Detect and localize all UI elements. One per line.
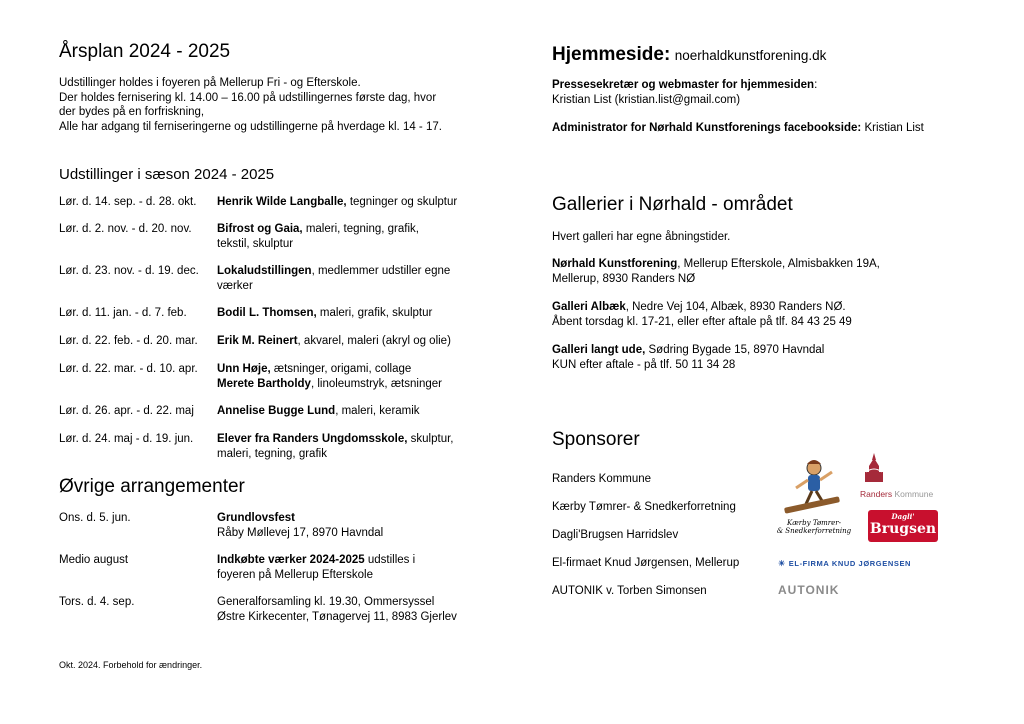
sponsor-name: Dagli'Brugsen Harridslev (552, 529, 679, 541)
exhibition-date: Lør. d. 22. feb. - d. 20. mar. (59, 335, 198, 347)
exhibition-info (217, 195, 497, 210)
gallery-hours: KUN efter aftale - på tlf. 50 11 34 28 (552, 358, 736, 371)
gallery-item (552, 257, 992, 286)
autonik-logo: AUTONIK (778, 583, 840, 597)
exhibition-info (217, 432, 477, 461)
event-info (217, 595, 497, 624)
exhibition-date: Lør. d. 23. nov. - d. 19. dec. (59, 265, 199, 277)
gallery-address: , Mellerup Efterskole, Almisbakken 19A, (677, 258, 880, 270)
sponsorer-title: Sponsorer (552, 429, 640, 450)
exhibition-media: tegninger og skulptur (346, 196, 458, 208)
sponsor-name: Kærby Tømrer- & Snedkerforretning (552, 501, 736, 513)
randers-kommune-logo (862, 452, 952, 498)
artist-name: Henrik Wilde Langballe, (217, 196, 347, 208)
admin-label: Administrator for Nørhald Kunstforenings facebookside: (552, 122, 862, 134)
gallery-name: Galleri Albæk (552, 301, 626, 313)
exhibition-info (217, 306, 497, 321)
aarsplan-title: Årsplan 2024 - 2025 (59, 41, 231, 62)
artist-name: Lokaludstillingen (217, 265, 312, 277)
artist-name: Elever fra Randers Ungdomsskole, (217, 433, 408, 445)
exhibition-media: , linoleumstryk, ætsninger (310, 377, 442, 390)
event-location: foyeren på Mellerup Efterskole (217, 568, 373, 581)
randers-logo-word: Kommune (892, 489, 934, 499)
event-location: Råby Møllevej 17, 8970 Havndal (217, 526, 384, 539)
elfirma-logo-text: EL-FIRMA KNUD JØRGENSEN (788, 559, 912, 568)
exhibition-media: maleri, grafik, skulptur (316, 307, 433, 319)
kaerby-logo-line: & Snedkerforretning (776, 527, 852, 535)
elfirma-emblem-icon: ☀ (778, 559, 786, 568)
press-label: Pressesekretær og webmaster for hjemmesiden (552, 79, 815, 91)
admin-line (552, 121, 992, 136)
exhibition-date: Lør. d. 22. mar. - d. 10. apr. (59, 363, 198, 375)
randers-logo-text (860, 489, 952, 499)
sponsor-name: El-firmaet Knud Jørgensen, Mellerup (552, 557, 740, 569)
exhibition-date: Lør. d. 14. sep. - d. 28. okt. (59, 196, 197, 208)
artist-name: Bodil L. Thomsen, (217, 307, 317, 319)
homepage-label: Hjemmeside: (552, 44, 671, 65)
homepage-url[interactable]: noerhaldkunstforening.dk (674, 48, 827, 63)
exhibition-date: Lør. d. 11. jan. - d. 7. feb. (59, 307, 187, 319)
kaerby-logo (774, 458, 854, 535)
exhibition-info (217, 222, 447, 251)
carpenter-figure-icon (774, 458, 854, 514)
udstillinger-title: Udstillinger i sæson 2024 - 2025 (59, 166, 275, 183)
gallery-name: Nørhald Kunstforening (552, 258, 678, 270)
artist-name: Erik M. Reinert (217, 335, 298, 347)
event-date: Ons. d. 5. jun. (59, 512, 131, 524)
event-text: udstilles i (364, 554, 416, 566)
aarsplan-line: der bydes på en forfriskning, (59, 106, 205, 118)
brugsen-logo-top: Dagli' (891, 512, 915, 521)
brugsen-logo (868, 510, 938, 542)
exhibition-media: maleri, tegning, grafik, tekstil, skulptur (217, 223, 419, 250)
press-colon: : (814, 79, 818, 91)
exhibition-media: , maleri, keramik (335, 405, 420, 417)
gallery-address: Sødring Bygade 15, 8970 Havndal (645, 344, 825, 356)
gallery-address: , Nedre Vej 104, Albæk, 8930 Randers NØ. (625, 301, 846, 313)
sponsor-name: Randers Kommune (552, 473, 652, 485)
gallerier-title: Gallerier i Nørhald - området (552, 194, 793, 215)
exhibition-info (217, 334, 497, 349)
exhibition-info (217, 362, 497, 391)
kaerby-logo-text (774, 519, 854, 535)
gallerier-intro: Hvert galleri har egne åbningstider. (552, 231, 731, 243)
event-info (217, 553, 497, 582)
aarsplan-line: Alle har adgang til ferniseringerne og udstillingerne på hverdage kl. 14 - 17. (59, 120, 442, 133)
aarsplan-line: Udstillinger holdes i foyeren på Mellerup Fri - og Efterskole. (59, 77, 361, 89)
exhibition-info (217, 264, 477, 293)
exhibition-date: Lør. d. 2. nov. - d. 20. nov. (59, 223, 192, 235)
sponsor-name: AUTONIK v. Torben Simonsen (552, 585, 707, 597)
kaerby-logo-line: Kærby Tømrer- (787, 519, 841, 527)
artist-name: Merete Bartholdy (217, 377, 311, 390)
gallery-address: Mellerup, 8930 Randers NØ (552, 272, 696, 285)
exhibition-media: ætsninger, origami, collage (270, 363, 412, 375)
exhibition-info (217, 404, 497, 419)
event-location: Østre Kirkecenter, Tønagervej 11, 8983 Gjerlev (217, 610, 457, 623)
brugsen-logo-main: Brugsen (869, 521, 937, 537)
elfirma-logo (778, 559, 911, 568)
aarsplan-text (59, 76, 499, 134)
homepage-line (552, 44, 826, 66)
gallery-name: Galleri langt ude, (552, 344, 646, 356)
aarsplan-line: Der holdes fernisering kl. 14.00 – 16.00 på udstillingernes første dag, hvor (59, 91, 437, 104)
event-date: Medio august (59, 554, 129, 566)
press-block (552, 78, 992, 107)
event-info (217, 511, 497, 540)
exhibition-date: Lør. d. 24. maj - d. 19. jun. (59, 433, 194, 445)
exhibition-media: , medlemmer udstiller egne værker (217, 265, 451, 292)
exhibition-date: Lør. d. 26. apr. - d. 22. maj (59, 405, 194, 417)
artist-name: Unn Høje, (217, 363, 271, 375)
randers-logo-word: Randers (860, 489, 893, 499)
event-title: Indkøbte værker 2024-2025 (217, 554, 365, 566)
event-title: Grundlovsfest (217, 512, 295, 524)
randers-crest-icon (862, 452, 952, 484)
exhibition-media: , akvarel, maleri (akryl og olie) (297, 335, 451, 347)
gallery-item (552, 343, 992, 372)
event-text: Generalforsamling kl. 19.30, Ommersyssel (217, 596, 435, 608)
event-date: Tors. d. 4. sep. (59, 596, 135, 608)
press-contact: Kristian List (kristian.list@gmail.com) (552, 93, 741, 106)
exhibition-media: skulptur, maleri, tegning, grafik (217, 433, 454, 460)
artist-name: Bifrost og Gaia, (217, 223, 303, 235)
oevrige-title: Øvrige arrangementer (59, 476, 245, 497)
gallery-hours: Åbent torsdag kl. 17-21, eller efter aftale på tlf. 84 43 25 49 (552, 315, 852, 328)
footer-note: Okt. 2024. Forbehold for ændringer. (59, 660, 203, 670)
artist-name: Annelise Bugge Lund (217, 405, 336, 417)
admin-name: Kristian List (861, 122, 924, 134)
gallery-item (552, 300, 992, 329)
